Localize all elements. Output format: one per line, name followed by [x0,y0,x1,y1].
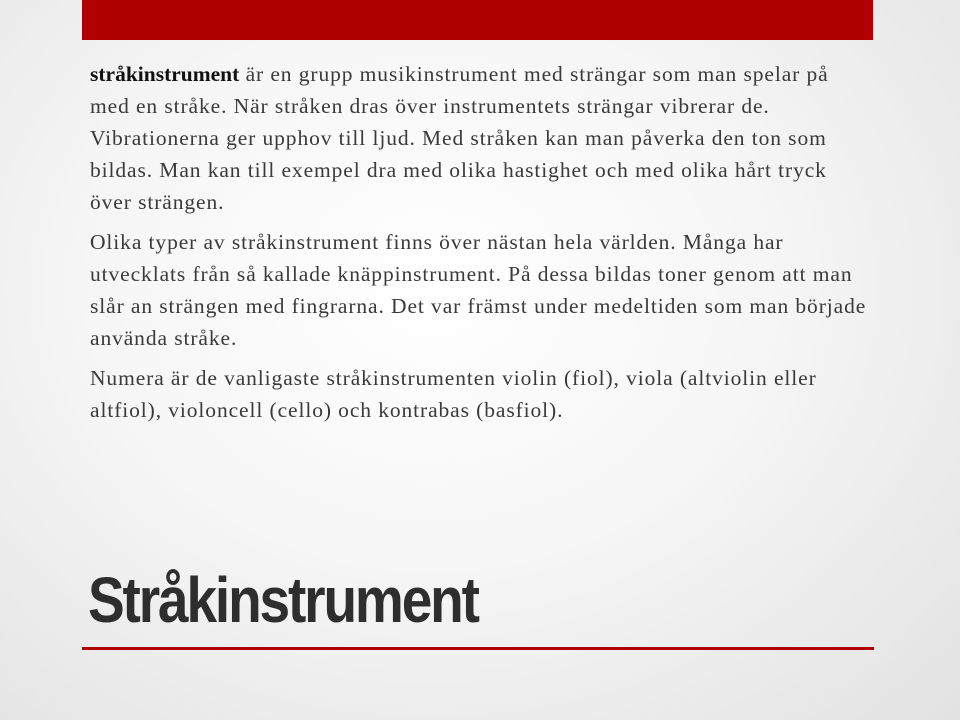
slide-title: Stråkinstrument [88,564,478,636]
slide-body [90,58,870,434]
body-paragraph-3: Numera är de vanligaste stråkinstrumenten violin (fiol), viola (altviolin eller altfiol), violoncell (cello) och kontrabas (basfiol). [90,366,817,422]
top-accent-bar [82,0,873,40]
lead-term: stråkinstrument [90,62,240,86]
paragraph-1-text: är en grupp musikinstrument med strängar som man spelar på med en stråke. När stråken dras över instrumentets strängar vibrerar de. Vibrationerna ger upphov till ljud. Med stråken kan man påverka den ton som bildas. Man kan till exempel dra med olika hastighet och med olika hårt tryck över strängen. [90,62,829,214]
title-underline [82,647,874,650]
body-paragraph-1 [90,58,870,218]
body-paragraph-2: Olika typer av stråkinstrument finns över nästan hela världen. Många har utvecklats från så kallade knäppinstrument. På dessa bildas toner genom att man slår an strängen med fingrarna. Det var främst under medeltiden som man började använda stråke. [90,230,867,350]
